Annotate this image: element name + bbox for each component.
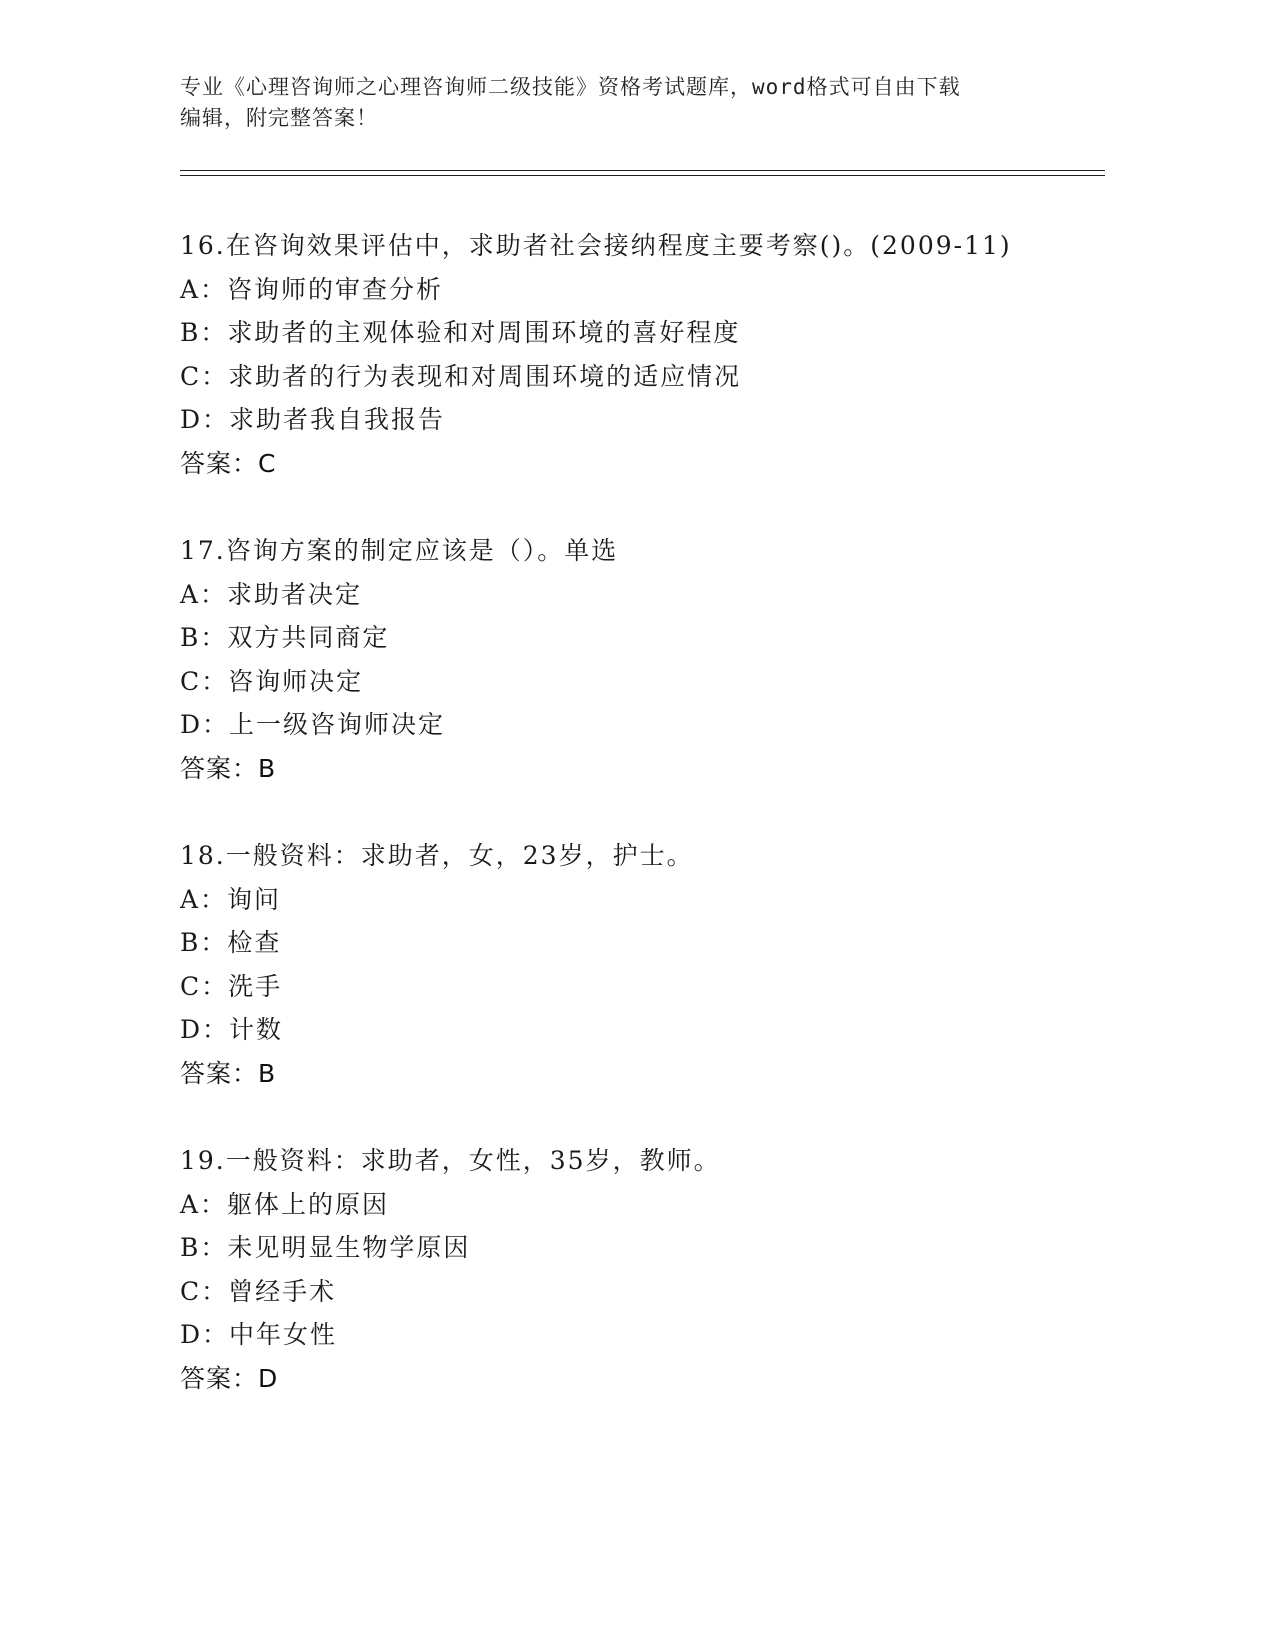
option-c: C：洗手 <box>180 971 283 1001</box>
document-header <box>180 72 1060 134</box>
option-a: A：躯体上的原因 <box>180 1189 390 1219</box>
question-stem: 17.咨询方案的制定应该是（）。单选 <box>180 536 619 565</box>
answer: 答案：D <box>180 1363 279 1393</box>
question-19 <box>180 1139 1110 1401</box>
option-a: A：求助者决定 <box>180 579 363 609</box>
option-d: D：中年女性 <box>180 1320 338 1350</box>
question-stem: 16.在咨询效果评估中，求助者社会接纳程度主要考察()。(2009-11) <box>180 231 1012 260</box>
header-divider-bottom <box>180 175 1105 176</box>
option-d: D：计数 <box>180 1015 284 1045</box>
answer: 答案：B <box>180 753 277 783</box>
option-d: D：上一级咨询师决定 <box>180 710 446 740</box>
option-c: C：曾经手术 <box>180 1276 337 1306</box>
header-divider-top <box>180 170 1105 171</box>
answer: 答案：C <box>180 448 277 478</box>
option-d: D：求助者我自我报告 <box>180 405 446 435</box>
option-c: C：咨询师决定 <box>180 666 364 696</box>
header-line-2: 编辑，附完整答案！ <box>180 106 378 130</box>
option-b: B：双方共同商定 <box>180 623 390 653</box>
option-a: A：咨询师的审查分析 <box>180 274 444 304</box>
option-a: A：询问 <box>180 884 282 914</box>
question-stem: 19.一般资料：求助者，女性，35岁，教师。 <box>180 1146 721 1175</box>
option-b: B：检查 <box>180 928 282 958</box>
option-c: C：求助者的行为表现和对周围环境的适应情况 <box>180 361 742 391</box>
question-17 <box>180 529 1110 791</box>
option-b: B：未见明显生物学原因 <box>180 1233 471 1263</box>
question-18 <box>180 834 1110 1096</box>
question-stem: 18.一般资料：求助者，女，23岁，护士。 <box>180 841 694 870</box>
question-16 <box>180 224 1110 486</box>
answer: 答案：B <box>180 1058 277 1088</box>
header-line-1: 专业《心理咨询师之心理咨询师二级技能》资格考试题库，word格式可自由下载 <box>180 75 961 99</box>
option-b: B：求助者的主观体验和对周围环境的喜好程度 <box>180 318 741 348</box>
